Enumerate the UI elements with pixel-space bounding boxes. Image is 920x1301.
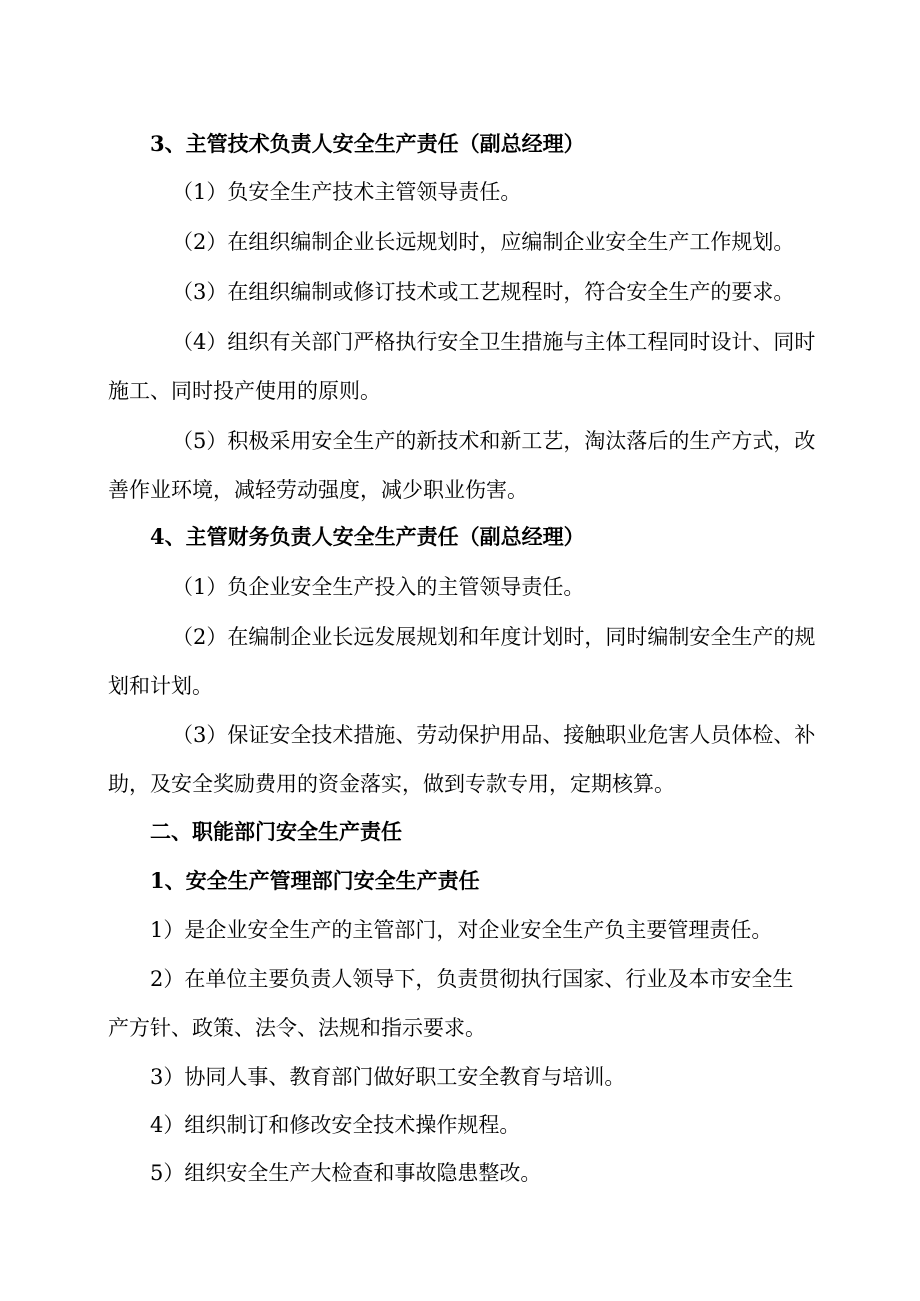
paragraph-line: （3）在组织编制或修订技术或工艺规程时，符合安全生产的要求。 <box>172 280 795 304</box>
paragraph-line: 3）协同人事、教育部门做好职工安全教育与培训。 <box>150 1065 626 1089</box>
paragraph-line: 善作业环境，减轻劳动强度，减少职业伤害。 <box>108 478 528 502</box>
paragraph-line: 2）在单位主要负责人领导下，负责贯彻执行国家、行业及本市安全生 <box>150 967 794 991</box>
paragraph-line: 5）组织安全生产大检查和事故隐患整改。 <box>150 1161 542 1185</box>
paragraph-line: （4）组织有关部门严格执行安全卫生措施与主体工程同时设计、同时 <box>172 330 816 354</box>
paragraph-line: 划和计划。 <box>108 674 213 698</box>
paragraph-line: （5）积极采用安全生产的新技术和新工艺，淘汰落后的生产方式，改 <box>172 429 816 453</box>
paragraph-line: 产方针、政策、法令、法规和指示要求。 <box>108 1016 486 1040</box>
section-heading-2: 二、职能部门安全生产责任 <box>150 819 402 844</box>
paragraph-line: 施工、同时投产使用的原则。 <box>108 379 381 403</box>
section-heading-3: 3、主管技术负责人安全生产责任（副总经理） <box>150 131 585 156</box>
paragraph-line: 助，及安全奖励费用的资金落实，做到专款专用，定期核算。 <box>108 772 675 796</box>
paragraph-line: 1）是企业安全生产的主管部门，对企业安全生产负主要管理责任。 <box>150 918 773 942</box>
paragraph-line: 4）组织制订和修改安全技术操作规程。 <box>150 1113 521 1137</box>
subsection-heading-1: 1、安全生产管理部门安全生产责任 <box>150 868 480 893</box>
paragraph-line: （2）在编制企业长远发展规划和年度计划时，同时编制安全生产的规 <box>172 625 816 649</box>
section-heading-4: 4、主管财务负责人安全生产责任（副总经理） <box>150 524 585 549</box>
paragraph-line: （1）负安全生产技术主管领导责任。 <box>172 180 522 204</box>
paragraph-line: （3）保证安全技术措施、劳动保护用品、接触职业危害人员体检、补 <box>172 723 816 747</box>
paragraph-line: （1）负企业安全生产投入的主管领导责任。 <box>172 575 585 599</box>
paragraph-line: （2）在组织编制企业长远规划时，应编制企业安全生产工作规划。 <box>172 230 795 254</box>
